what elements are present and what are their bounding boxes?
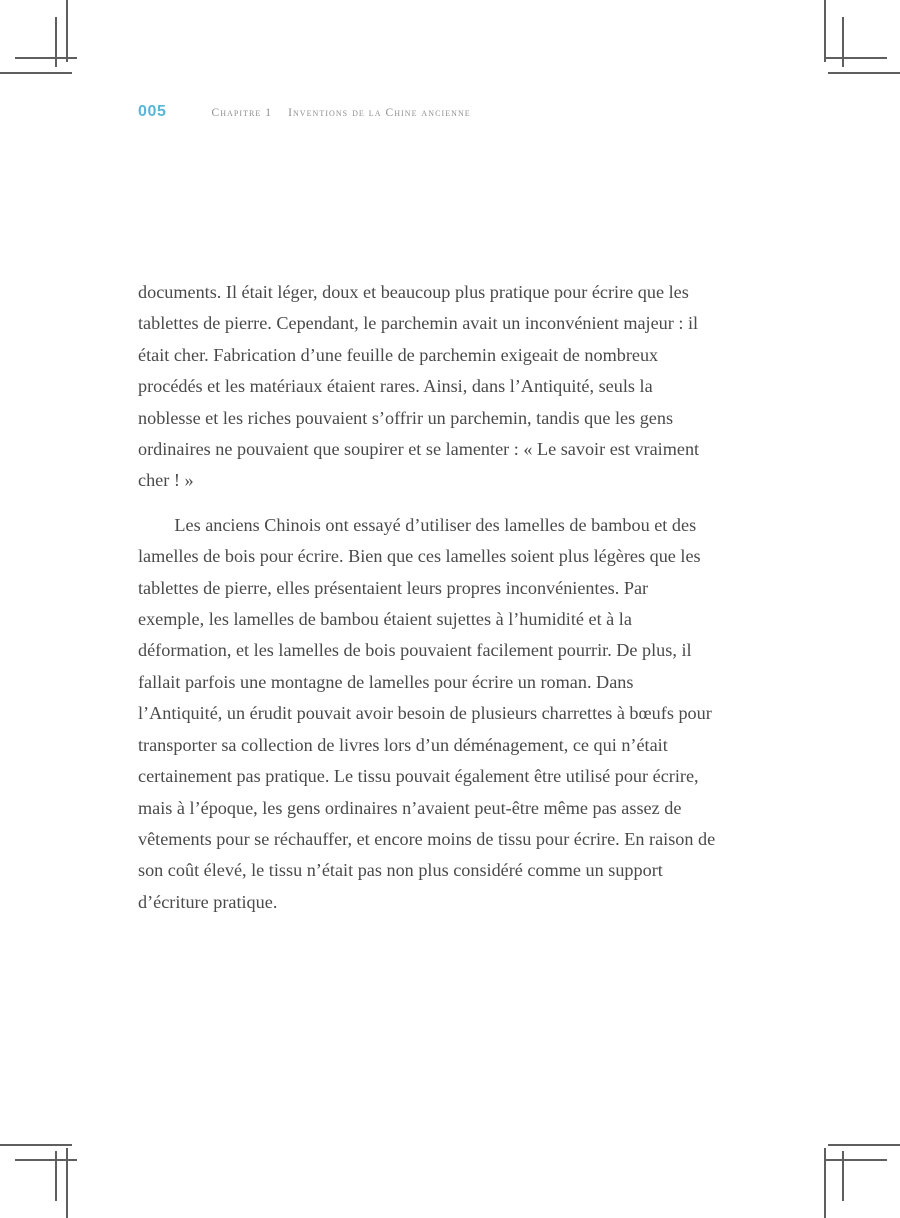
crop-mark-bottom-right-inner-horizontal [825, 1159, 887, 1161]
crop-mark-bottom-right-outer-horizontal [828, 1144, 900, 1146]
chapter-label: Chapitre 1 [211, 107, 273, 119]
chapter-title: Inventions de la Chine ancienne [288, 107, 471, 119]
chapter-breadcrumb [212, 107, 471, 119]
paragraph: Les anciens Chinois ont essayé d’utiliser des lamelles de bambou et des lamelles de bois pour écrire. Bien que ces lamelles soient plus légères que les tablettes de pierre, elles présentaient leurs propres inconvénientes. Par exemple, les lamelles de bambou étaient sujettes à l’humidité et à la déformation, et les lamelles de bois pouvaient facilement pourrir. De plus, il fallait parfois une montagne de lamelles pour écrire un roman. Dans l’Antiquité, un érudit pouvait avoir besoin de plusieurs charrettes à bœufs pour transporter sa collection de livres lors d’un déménagement, ce qui n’était certainement pas pratique. Le tissu pouvait également être utilisé pour écrire, mais à l’époque, les gens ordinaires n’avaient peut-être même pas assez de vêtements pour se réchauffer, et encore moins de tissu pour écrire. En raison de son coût élevé, le tissu n’était pas non plus considéré comme un support d’écriture pratique. [138, 514, 716, 912]
page-number: 005 [138, 103, 167, 120]
crop-mark-top-left-inner-horizontal [15, 57, 77, 59]
crop-mark-bottom-right-inner-vertical [842, 1151, 844, 1201]
crop-mark-bottom-left-outer-horizontal [0, 1144, 72, 1146]
crop-mark-top-right-outer-horizontal [828, 72, 900, 74]
crop-mark-bottom-left-inner-horizontal [15, 1159, 77, 1161]
crop-mark-top-left-outer-horizontal [0, 72, 72, 74]
crop-mark-top-left-outer-vertical [66, 0, 68, 62]
crop-mark-bottom-left-inner-vertical [55, 1151, 57, 1201]
crop-mark-top-right-outer-vertical [824, 0, 826, 62]
body-text [138, 277, 718, 918]
paragraph: documents. Il était léger, doux et beaucoup plus pratique pour écrire que les tablettes de pierre. Cependant, le parchemin avait un inconvénient majeur : il était cher. Fabrication d’une feuille de parchemin exigeait de nombreux procédés et les matériaux étaient rares. Ainsi, dans l’Antiquité, seuls la noblesse et les riches pouvaient s’offrir un parchemin, tandis que les gens ordinaires ne pouvaient que soupirer et se lamenter : « Le savoir est vraiment cher ! » [138, 282, 700, 491]
running-head [138, 103, 471, 121]
crop-mark-top-right-inner-vertical [842, 17, 844, 67]
crop-mark-top-left-inner-vertical [55, 17, 57, 67]
crop-mark-top-right-inner-horizontal [825, 57, 887, 59]
